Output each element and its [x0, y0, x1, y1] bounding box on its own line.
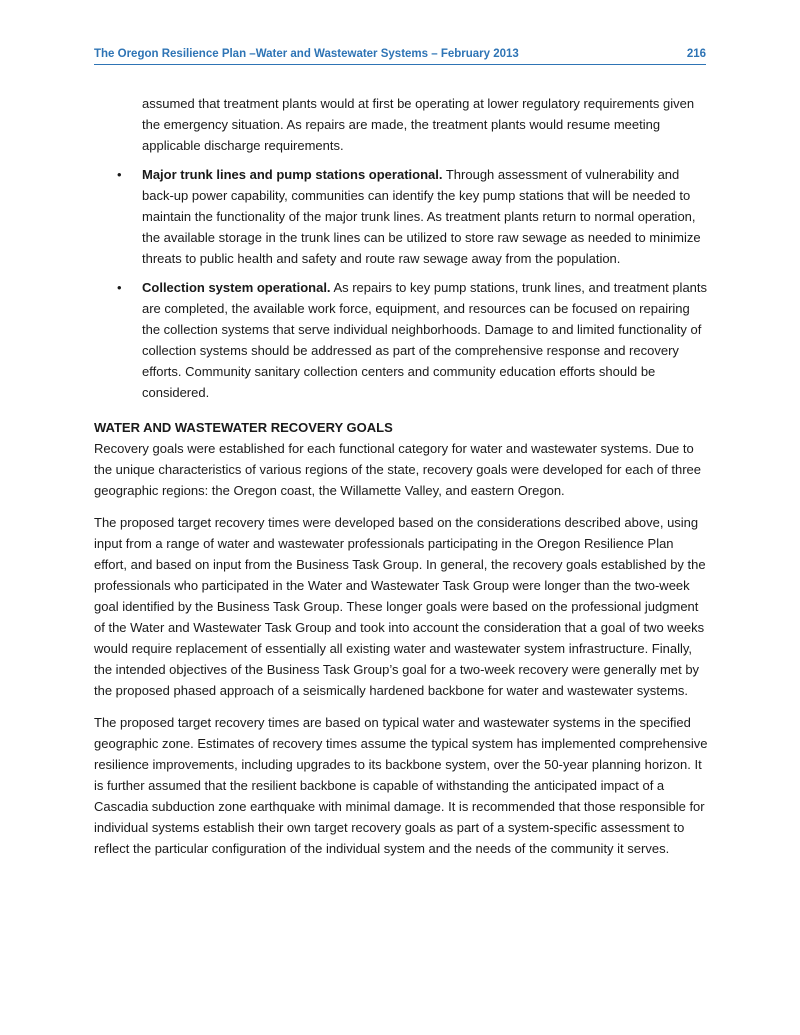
bullet-icon: •: [117, 167, 122, 182]
paragraph: The proposed target recovery times were developed based on the considerations described above, using input from a range of water and wastewater professionals participating in the Oregon Resilience Plan effort, and based on input from the Business Task Group. In general, the recovery goals established by the professionals who participated in the Water and Wastewater Task Group were longer than the two-week goal identified by the Business Task Group. These longer goals were based on the professional judgment of the Water and Wastewater Task Group and took into account the consideration that a goal of two weeks would require replacement of essentially all existing water and wastewater system infrastructure. Finally, the intended objectives of the Business Task Group’s goal for a two-week recovery were generally met by the proposed phased approach of a seismically hardened backbone for water and wastewater systems.: [94, 515, 706, 698]
list-item: [94, 164, 710, 269]
paragraph: Recovery goals were established for each functional category for water and wastewater systems. Due to the unique characteristics of various regions of the state, recovery goals were developed for each of three geographic regions: the Oregon coast, the Willamette Valley, and eastern Oregon.: [94, 441, 702, 498]
page-number: 216: [686, 48, 706, 60]
bullet-lead: Major trunk lines and pump stations operational.: [142, 167, 443, 182]
list-item: [94, 277, 710, 403]
continued-bullet-text: assumed that treatment plants would at first be operating at lower regulatory requirements given the emergency situation. As repairs are made, the treatment plants would resume meeting applicable discharge requirements.: [142, 96, 695, 153]
page-body: [94, 93, 710, 870]
bullet-lead: Collection system operational.: [142, 280, 331, 295]
page-header: [94, 48, 706, 65]
bullet-text: As repairs to key pump stations, trunk lines, and treatment plants are completed, the available work force, equipment, and resources can be focused on repairing the collection systems that serve individual neighborhoods. Damage to and limited functionality of collection systems should be addressed as part of the comprehensive response and recovery efforts. Community sanitary collection centers and community education efforts should be considered.: [142, 280, 708, 400]
bullet-icon: •: [117, 280, 122, 295]
section-heading: WATER AND WASTEWATER RECOVERY GOALS: [94, 420, 393, 435]
paragraph: The proposed target recovery times are based on typical water and wastewater systems in the specified geographic zone. Estimates of recovery times assume the typical system has implemented comprehensive resilience improvements, including upgrades to its backbone system, over the 50-year planning horizon. It is further assumed that the resilient backbone is capable of withstanding the anticipated impact of a Cascadia subduction zone earthquake with minimal damage. It is recommended that those responsible for individual systems establish their own target recovery goals as part of a system-specific assessment to reflect the particular configuration of the individual system and the needs of the community it serves.: [94, 715, 708, 856]
bullet-text: Through assessment of vulnerability and back-up power capability, communities can identify the key pump stations that will be needed to maintain the functionality of the major trunk lines. As treatment plants return to normal operation, the available storage in the trunk lines can be utilized to store raw sewage as needed to minimize threats to public health and safety and route raw sewage away from the population.: [142, 167, 701, 266]
bullet-list: [94, 164, 710, 403]
document-title: The Oregon Resilience Plan –Water and Wastewater Systems – February 2013: [94, 48, 519, 60]
